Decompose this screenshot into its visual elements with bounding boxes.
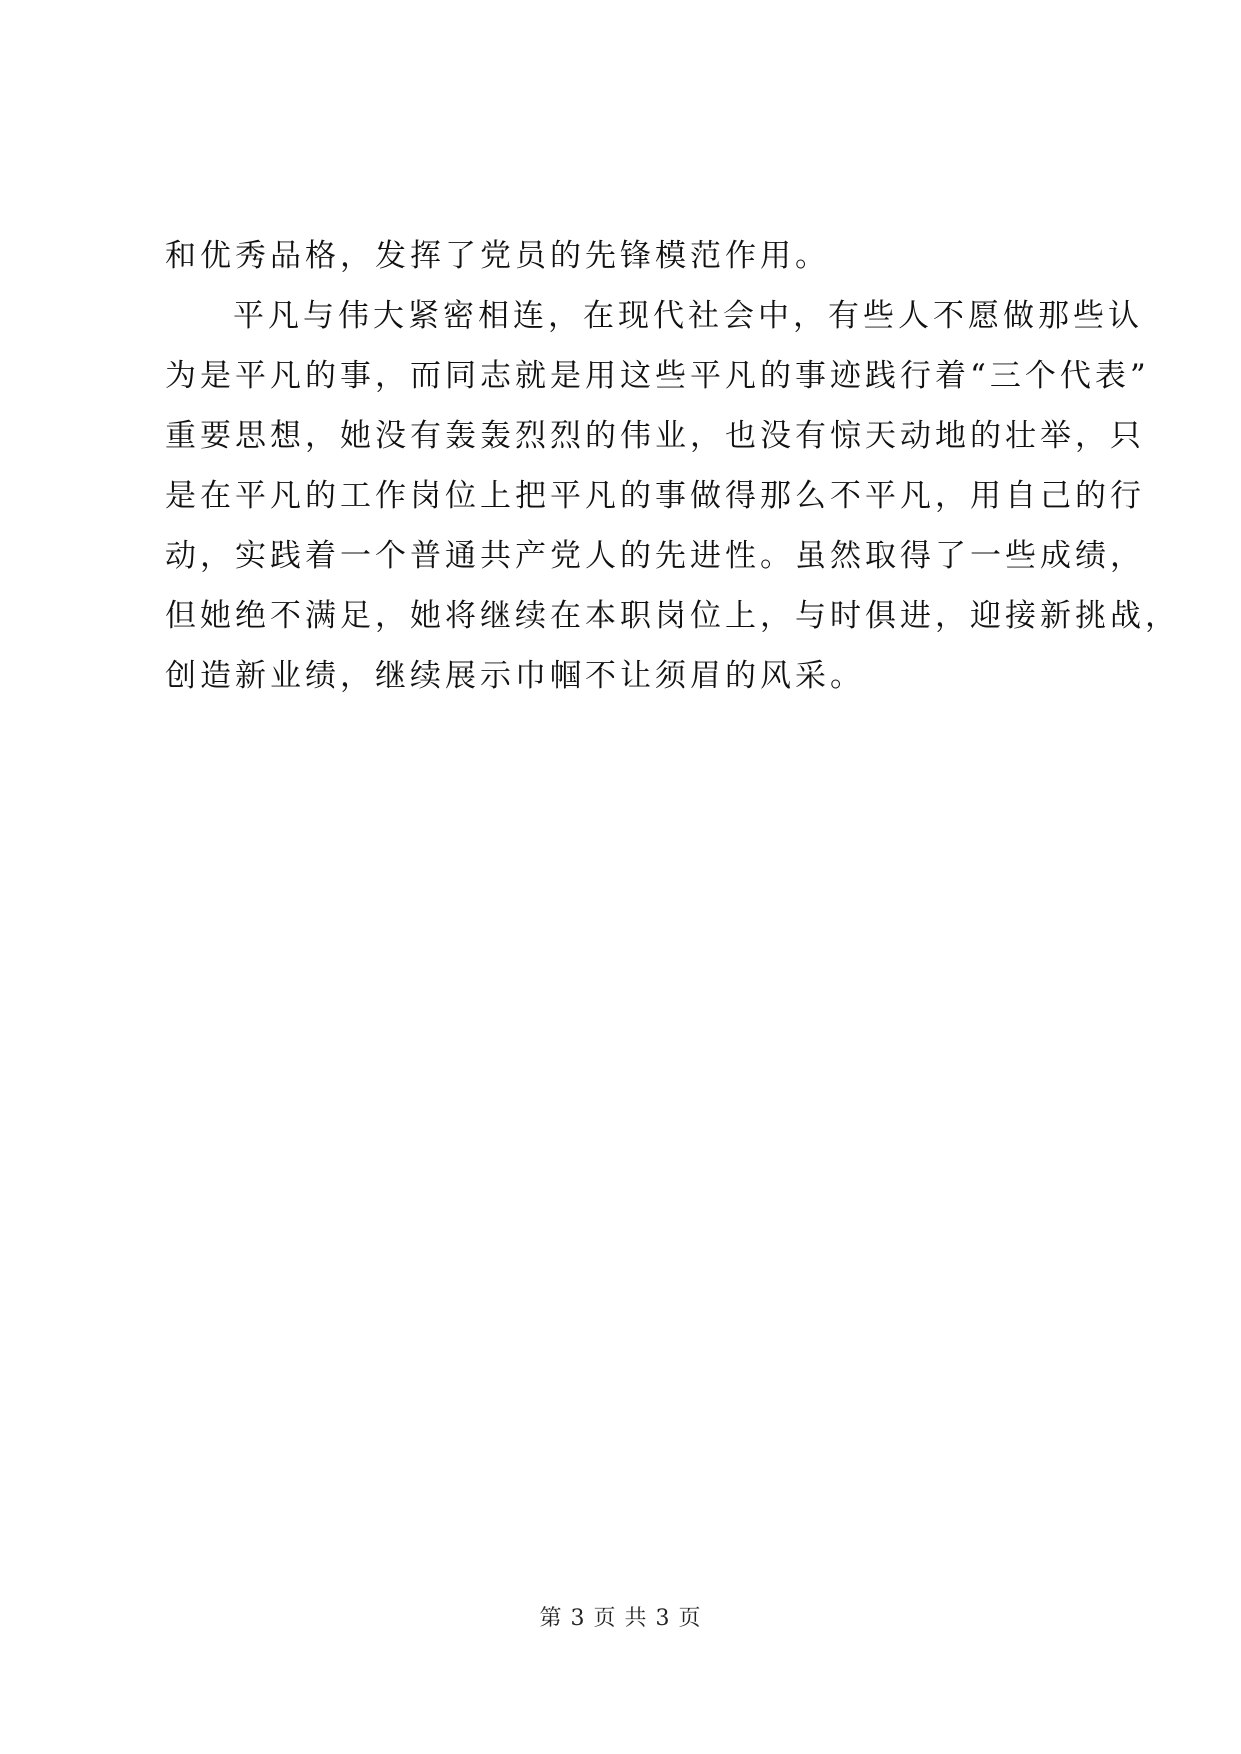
text-line: 为是平凡的事，而同志就是用这些平凡的事迹践行着“三个代表” [165,358,1150,394]
paragraph-first-line: 平凡与伟大紧密相连，在现代社会中，有些人不愿做那些认 [233,298,1143,334]
text-line: 创造新业绩，继续展示巾帼不让须眉的风采。 [165,658,865,694]
text-line: 重要思想，她没有轰轰烈烈的伟业，也没有惊天动地的壮举，只 [165,418,1145,454]
body-text [165,226,1180,706]
page-number-footer: 第 3 页 共 3 页 [539,1606,702,1631]
text-line: 但她绝不满足，她将继续在本职岗位上，与时俱进，迎接新挑战， [165,598,1180,634]
text-line: 和优秀品格，发挥了党员的先锋模范作用。 [165,238,830,274]
text-line: 是在平凡的工作岗位上把平凡的事做得那么不平凡，用自己的行 [165,478,1145,514]
text-line: 动，实践着一个普通共产党人的先进性。虽然取得了一些成绩， [165,538,1145,574]
